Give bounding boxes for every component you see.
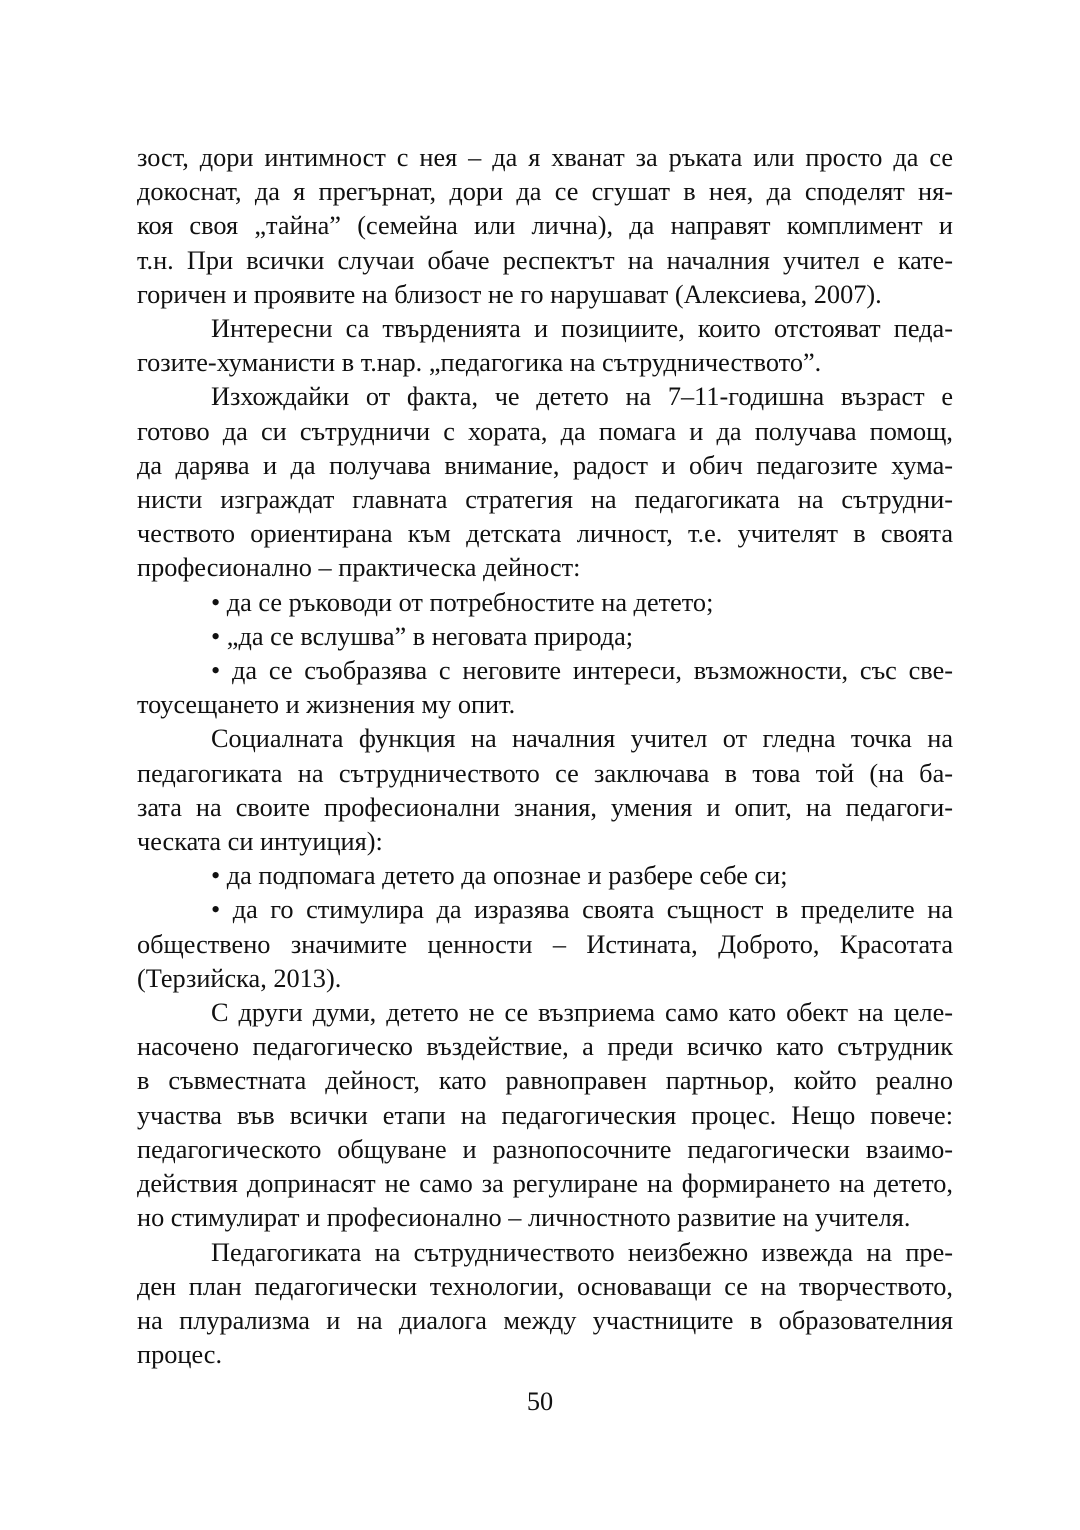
text-line: но стимулират и професионално – личностното развитие на учителя. — [137, 1203, 911, 1233]
text-line: да дарява и да получава внимание, радост и обич педагозите хума- — [137, 450, 953, 480]
text-line: нисти изграждат главната стратегия на педагогиката на сътрудни- — [137, 485, 953, 515]
text-line: насочено педагогическо въздействие, а преди всичко като сътрудник — [137, 1032, 953, 1062]
text-line: педагогиката на сътрудничеството се заключава в това той (на ба- — [137, 758, 953, 788]
text-line: участва във всички етапи на педагогическия процес. Нещо повече: — [137, 1100, 953, 1130]
text-line: тоусещането и жизнения му опит. — [137, 690, 516, 720]
page-number: 50 — [526, 1387, 554, 1416]
bullet-item: • да се съобразява с неговите интереси, възможности, със све- — [211, 656, 953, 686]
bullet-item: • да подпомага детето да опознае и разбере себе си; — [211, 861, 788, 891]
text-line: С други думи, детето не се възприема само като обект на целе- — [211, 998, 953, 1028]
text-line: докоснат, да я прегърнат, дори да се сгушат в нея, да споделят ня- — [137, 177, 953, 207]
text-line: (Терзийска, 2013). — [137, 963, 342, 993]
text-line: чеството ориентирана към детската личност, т.е. учителят в своята — [137, 519, 953, 549]
bullet-item: • да го стимулира да изразява своята същност в пределите на — [211, 895, 953, 925]
text-line: Интересни са твърденията и позициите, които отстояват педа- — [211, 314, 953, 344]
text-line: Педагогиката на сътрудничеството неизбежно извежда на пре- — [211, 1237, 953, 1267]
text-line: в съвместната дейност, като равноправен партньор, който реално — [137, 1066, 953, 1096]
text-line: гозите-хуманисти в т.нар. „педагогика на сътрудничеството”. — [137, 348, 822, 378]
text-line: на плурализма и на диалога между участниците в образователния — [137, 1305, 953, 1335]
bullet-item: • да се ръководи от потребностите на детето; — [211, 587, 714, 617]
text-line: готово да си сътрудничи с хората, да помага и да получава помощ, — [137, 416, 953, 446]
text-line: Изхождайки от факта, че детето на 7–11-годишна възраст е — [211, 382, 953, 412]
text-line: т.н. При всички случаи обаче респектът на началния учител е кате- — [137, 245, 953, 275]
text-line: горичен и проявите на близост не го нарушават (Алексиева, 2007). — [137, 279, 882, 309]
text-line: действия допринасят не само за регулиране на формирането на детето, — [137, 1169, 953, 1199]
bullet-item: • „да се вслушва” в неговата природа; — [211, 621, 634, 651]
text-line: коя своя „тайна” (семейна или лична), да направят комплимент и — [137, 211, 953, 241]
page-body — [137, 141, 953, 1372]
text-line: Социалната функция на началния учител от гледна точка на — [211, 724, 953, 754]
text-line: ден план педагогически технологии, основаващи се на творчеството, — [137, 1271, 953, 1301]
text-line: професионално – практическа дейност: — [137, 553, 581, 583]
text-line: зост, дори интимност с нея – да я хванат за ръката или просто да се — [137, 143, 953, 172]
text-line: процес. — [137, 1340, 223, 1370]
text-line: педагогическото общуване и разнопосочните педагогически взаимо- — [137, 1134, 953, 1164]
text-line: обществено значимите ценности – Истината, Доброто, Красотата — [137, 929, 953, 959]
text-line: ческата си интуиция): — [137, 827, 383, 857]
text-line: зата на своите професионални знания, умения и опит, на педагоги- — [137, 792, 953, 822]
